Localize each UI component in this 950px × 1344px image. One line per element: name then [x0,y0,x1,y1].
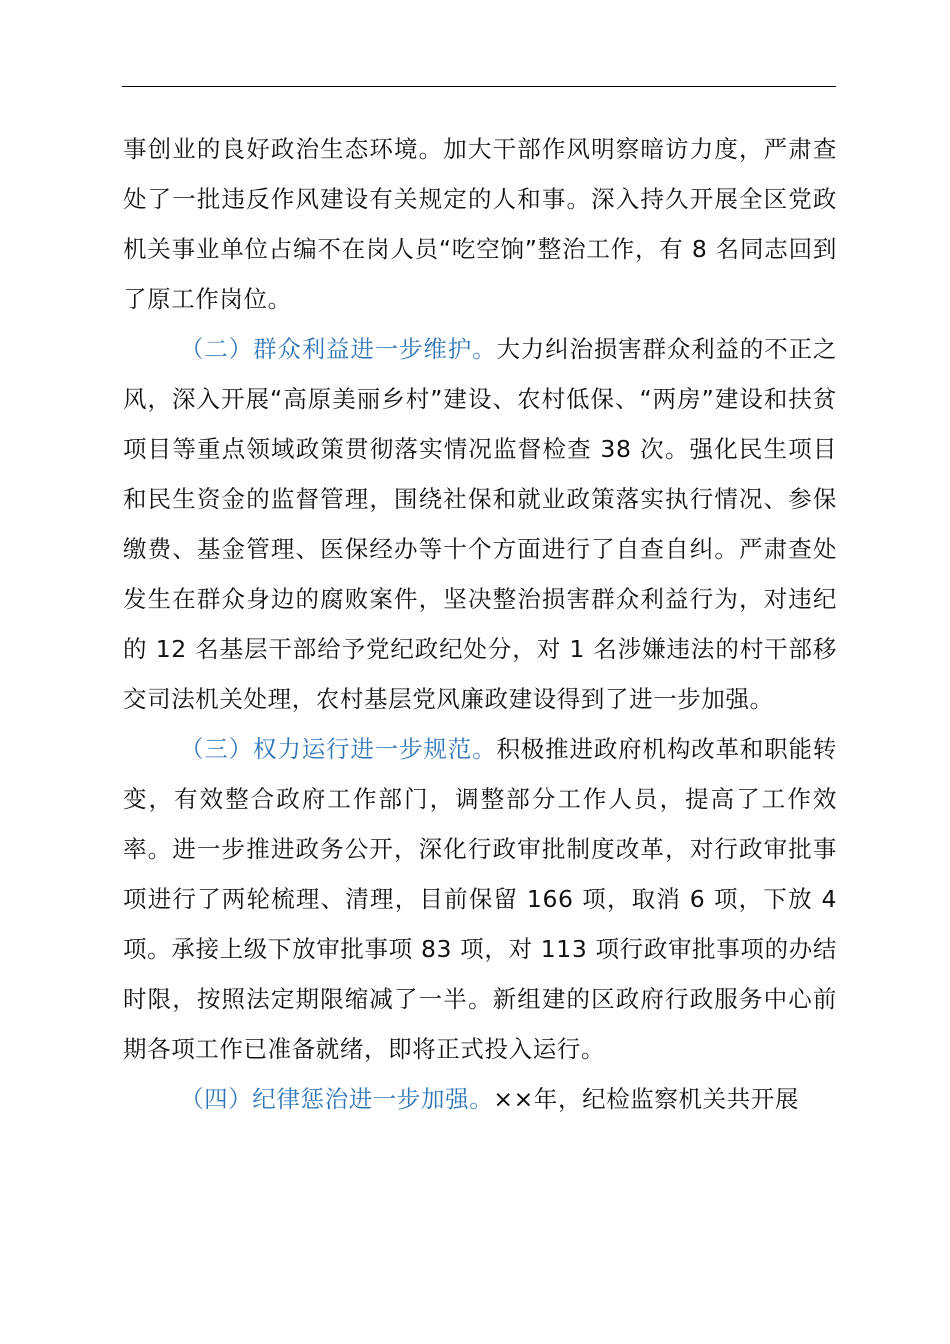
paragraph-power-operation [123,724,837,1074]
section-heading: （二）群众利益进一步维护。 [180,335,497,363]
paragraph-text: 积极推进政府机构改革和职能转变，有效整合政府工作部门，调整部分工作人员，提高了工作效率。进一步推进政务公开，深化行政审批制度改革，对行政审批事项进行了两轮梳理、清理，目前保留 166 项，取消 6 项，下放 4 项。承接上级下放审批事项 83 项，对 113 项行政审批事项的办结时限，按照法定期限缩减了一半。新组建的区政府行政服务中心前期各项工作已准备就绪，即将正式投入运行。 [123,735,837,1063]
paragraph-text: 事创业的良好政治生态环境。加大干部作风明察暗访力度，严肃查处了一批违反作风建设有关规定的人和事。深入持久开展全区党政机关事业单位占编不在岗人员“吃空饷”整治工作，有 8 名同志回到了原工作岗位。 [123,135,837,313]
paragraph-discipline [123,1074,837,1124]
paragraph-text: 大力纠治损害群众利益的不正之风，深入开展“高原美丽乡村”建设、农村低保、“两房”建设和扶贫项目等重点领域政策贯彻落实情况监督检查 38 次。强化民生项目和民生资金的监督管理，围绕社保和就业政策落实执行情况、参保缴费、基金管理、医保经办等十个方面进行了自查自纠。严肃查处发生在群众身边的腐败案件，坚决整治损害群众利益行为，对违纪的 12 名基层干部给予党纪政纪处分，对 1 名涉嫌违法的村干部移交司法机关处理，农村基层党风廉政建设得到了进一步加强。 [123,335,837,713]
document-body [123,124,837,1124]
paragraph-continuation [123,124,837,324]
header-rule [122,86,836,87]
paragraph-masses-interests [123,324,837,724]
section-heading: （四）纪律惩治进一步加强。 [180,1085,494,1113]
paragraph-text: ××年，纪检监察机关共开展 [493,1085,799,1113]
section-heading: （三）权力运行进一步规范。 [180,735,497,763]
